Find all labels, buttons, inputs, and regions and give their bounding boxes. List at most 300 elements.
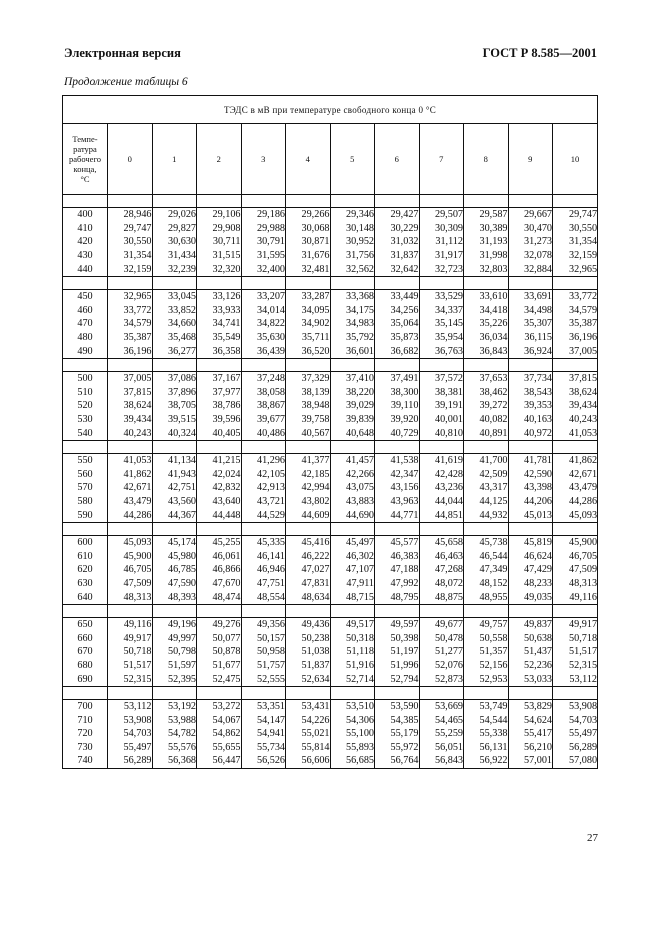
emf-value-cell: 38,867 [241,399,286,413]
emf-value-cell: 37,410 [330,371,375,385]
emf-value-cell: 43,236 [419,481,464,495]
emf-value-cell: 36,358 [197,344,242,358]
temperature-cell: 520 [63,399,108,413]
emf-value-cell: 40,324 [152,426,197,440]
document-header-left: Электронная версия [64,46,181,60]
emf-value-cell: 38,624 [108,399,153,413]
emf-value-cell: 56,289 [108,754,153,768]
emf-value-cell: 37,572 [419,371,464,385]
emf-value-cell: 38,462 [464,386,509,400]
emf-value-cell: 52,315 [108,672,153,686]
separator-cell [241,195,286,208]
emf-value-cell: 53,988 [152,713,197,727]
emf-value-cell: 30,229 [375,222,420,236]
emf-value-cell: 37,086 [152,371,197,385]
emf-value-cell: 43,479 [108,495,153,509]
separator-cell [553,604,598,617]
emf-value-cell: 53,112 [553,672,598,686]
separator-cell [241,276,286,289]
separator-cell [330,195,375,208]
emf-value-cell: 44,690 [330,508,375,522]
table-row [63,386,598,400]
emf-value-cell: 48,955 [464,590,509,604]
table-row [63,344,598,358]
emf-value-cell: 31,676 [286,249,331,263]
emf-value-cell: 42,671 [108,481,153,495]
emf-value-cell: 52,794 [375,672,420,686]
emf-value-cell: 49,917 [553,617,598,631]
emf-value-cell: 56,922 [464,754,509,768]
temperature-cell: 590 [63,508,108,522]
emf-value-cell: 50,718 [108,645,153,659]
emf-value-cell: 40,082 [464,413,509,427]
emf-value-cell: 53,272 [197,699,242,713]
emf-value-cell: 44,851 [419,508,464,522]
emf-value-cell: 45,174 [152,535,197,549]
emf-value-cell: 33,126 [197,289,242,303]
temperature-cell: 500 [63,371,108,385]
table-row [63,289,598,303]
temperature-cell: 670 [63,645,108,659]
separator-cell [375,358,420,371]
emf-value-cell: 29,747 [108,222,153,236]
emf-value-cell: 51,357 [464,645,509,659]
emf-value-cell: 37,815 [108,386,153,400]
emf-value-cell: 51,038 [286,645,331,659]
emf-value-cell: 33,045 [152,289,197,303]
temperature-cell: 460 [63,304,108,318]
temperature-cell: 430 [63,249,108,263]
separator-cell [375,686,420,699]
emf-value-cell: 54,385 [375,713,420,727]
emf-value-cell: 36,439 [241,344,286,358]
table-column-header-row [63,124,598,195]
emf-value-cell: 53,192 [152,699,197,713]
temperature-cell: 550 [63,453,108,467]
emf-value-cell: 45,577 [375,535,420,549]
separator-cell [241,604,286,617]
emf-value-cell: 29,106 [197,208,242,222]
separator-cell [197,686,242,699]
emf-value-cell: 33,449 [375,289,420,303]
emf-value-cell: 49,757 [464,617,509,631]
temperature-cell: 530 [63,413,108,427]
separator-cell [286,604,331,617]
separator-cell [286,276,331,289]
emf-value-cell: 31,354 [108,249,153,263]
emf-value-cell: 31,112 [419,235,464,249]
emf-value-cell: 29,747 [553,208,598,222]
emf-value-cell: 49,597 [375,617,420,631]
emf-value-cell: 53,351 [241,699,286,713]
emf-value-cell: 51,837 [286,659,331,673]
temperature-column-header [63,124,108,195]
emf-value-cell: 46,785 [152,563,197,577]
emf-value-cell: 48,072 [419,577,464,591]
separator-cell [286,358,331,371]
emf-value-cell: 50,558 [464,631,509,645]
emf-value-cell: 30,871 [286,235,331,249]
emf-value-cell: 56,210 [508,741,553,755]
emf-value-cell: 37,734 [508,371,553,385]
group-separator-row [63,276,598,289]
emf-value-cell: 43,479 [553,481,598,495]
table-row [63,235,598,249]
emf-value-cell: 36,843 [464,344,509,358]
emf-value-cell: 44,286 [553,495,598,509]
emf-value-cell: 39,677 [241,413,286,427]
emf-value-cell: 48,474 [197,590,242,604]
emf-value-cell: 30,389 [464,222,509,236]
emf-value-cell: 31,032 [375,235,420,249]
emf-value-cell: 52,475 [197,672,242,686]
emf-value-cell: 34,660 [152,317,197,331]
emf-value-cell: 29,667 [508,208,553,222]
separator-cell [419,440,464,453]
emf-value-cell: 55,814 [286,741,331,755]
separator-cell [330,440,375,453]
column-header-2: 2 [197,124,242,195]
emf-value-cell: 50,718 [553,631,598,645]
temperature-header-line: Темпе- [72,134,98,144]
page-number: 27 [587,832,598,844]
emf-value-cell: 46,061 [197,549,242,563]
emf-value-cell: 32,320 [197,262,242,276]
emf-value-cell: 49,677 [419,617,464,631]
emf-value-cell: 51,996 [375,659,420,673]
table-row [63,371,598,385]
separator-cell [286,522,331,535]
emf-value-cell: 43,156 [375,481,420,495]
emf-value-cell: 35,145 [419,317,464,331]
separator-cell [108,522,153,535]
emf-value-cell: 37,248 [241,371,286,385]
emf-value-cell: 54,465 [419,713,464,727]
separator-cell [419,604,464,617]
emf-value-cell: 39,110 [375,399,420,413]
emf-value-cell: 43,075 [330,481,375,495]
emf-value-cell: 47,509 [108,577,153,591]
emf-value-cell: 42,751 [152,481,197,495]
emf-value-cell: 48,393 [152,590,197,604]
emf-value-cell: 42,024 [197,468,242,482]
separator-cell [63,195,108,208]
emf-value-cell: 49,436 [286,617,331,631]
emf-value-cell: 50,318 [330,631,375,645]
emf-value-cell: 50,478 [419,631,464,645]
emf-value-cell: 40,486 [241,426,286,440]
temperature-header-line: рабочего [69,154,101,164]
column-header-6: 6 [375,124,420,195]
emf-value-cell: 49,356 [241,617,286,631]
emf-value-cell: 43,802 [286,495,331,509]
emf-value-cell: 54,306 [330,713,375,727]
emf-value-cell: 52,714 [330,672,375,686]
emf-value-cell: 34,256 [375,304,420,318]
table-row [63,577,598,591]
emf-value-cell: 39,920 [375,413,420,427]
emf-value-cell: 54,941 [241,727,286,741]
emf-value-cell: 50,238 [286,631,331,645]
temperature-cell: 620 [63,563,108,577]
separator-cell [419,195,464,208]
column-header-0: 0 [108,124,153,195]
separator-cell [63,522,108,535]
table-row [63,659,598,673]
emf-value-cell: 52,953 [464,672,509,686]
emf-value-cell: 30,550 [553,222,598,236]
separator-cell [330,686,375,699]
emf-value-cell: 30,068 [286,222,331,236]
separator-cell [152,276,197,289]
separator-cell [419,522,464,535]
emf-value-cell: 36,196 [553,331,598,345]
emf-value-cell: 42,994 [286,481,331,495]
separator-cell [286,195,331,208]
emf-value-cell: 32,723 [419,262,464,276]
emf-value-cell: 38,705 [152,399,197,413]
emf-value-cell: 44,286 [108,508,153,522]
separator-cell [508,358,553,371]
table-row [63,754,598,768]
emf-value-cell: 42,185 [286,468,331,482]
table-row [63,590,598,604]
emf-value-cell: 35,064 [375,317,420,331]
emf-value-cell: 41,538 [375,453,420,467]
emf-value-cell: 36,924 [508,344,553,358]
emf-value-cell: 32,159 [553,249,598,263]
emf-value-cell: 31,273 [508,235,553,249]
emf-value-cell: 51,677 [197,659,242,673]
separator-cell [553,276,598,289]
temperature-cell: 540 [63,426,108,440]
separator-cell [464,195,509,208]
separator-cell [241,358,286,371]
emf-value-cell: 47,509 [553,563,598,577]
emf-value-cell: 48,152 [464,577,509,591]
emf-value-cell: 56,368 [152,754,197,768]
emf-value-cell: 52,236 [508,659,553,673]
emf-value-cell: 40,405 [197,426,242,440]
emf-value-cell: 39,839 [330,413,375,427]
emf-value-cell: 41,943 [152,468,197,482]
emf-value-cell: 53,908 [553,699,598,713]
temperature-cell: 690 [63,672,108,686]
emf-value-cell: 55,893 [330,741,375,755]
emf-value-cell: 56,447 [197,754,242,768]
emf-value-cell: 29,346 [330,208,375,222]
emf-value-cell: 56,606 [286,754,331,768]
emf-value-cell: 46,705 [553,549,598,563]
emf-value-cell: 42,105 [241,468,286,482]
temperature-cell: 570 [63,481,108,495]
emf-value-cell: 55,179 [375,727,420,741]
temperature-cell: 560 [63,468,108,482]
separator-cell [375,276,420,289]
emf-value-cell: 45,497 [330,535,375,549]
emf-value-cell: 33,772 [108,304,153,318]
table-row [63,426,598,440]
separator-cell [197,440,242,453]
separator-cell [108,604,153,617]
emf-value-cell: 41,781 [508,453,553,467]
emf-value-cell: 37,005 [553,344,598,358]
emf-value-cell: 41,862 [108,468,153,482]
separator-cell [419,686,464,699]
separator-cell [63,604,108,617]
emf-value-cell: 39,515 [152,413,197,427]
separator-cell [375,195,420,208]
emf-value-cell: 32,400 [241,262,286,276]
emf-value-cell: 51,517 [108,659,153,673]
emf-value-cell: 41,053 [553,426,598,440]
temperature-cell: 400 [63,208,108,222]
emf-value-cell: 35,954 [419,331,464,345]
separator-cell [152,358,197,371]
emf-value-cell: 47,107 [330,563,375,577]
emf-value-cell: 33,933 [197,304,242,318]
separator-cell [241,440,286,453]
temperature-header-line: ратура [73,144,97,154]
separator-cell [375,522,420,535]
emf-value-cell: 46,624 [508,549,553,563]
emf-value-cell: 54,067 [197,713,242,727]
emf-value-cell: 40,567 [286,426,331,440]
emf-value-cell: 45,013 [508,508,553,522]
emf-value-cell: 49,997 [152,631,197,645]
emf-value-cell: 45,900 [108,549,153,563]
emf-value-cell: 54,862 [197,727,242,741]
group-separator-row [63,195,598,208]
separator-cell [197,604,242,617]
emf-value-cell: 39,353 [508,399,553,413]
column-header-10: 10 [553,124,598,195]
emf-value-cell: 29,827 [152,222,197,236]
separator-cell [286,686,331,699]
emf-value-cell: 52,873 [419,672,464,686]
emf-value-cell: 48,554 [241,590,286,604]
emf-value-cell: 33,772 [553,289,598,303]
emf-value-cell: 33,610 [464,289,509,303]
emf-value-cell: 32,078 [508,249,553,263]
emf-value-cell: 53,590 [375,699,420,713]
emf-value-cell: 48,233 [508,577,553,591]
emf-value-cell: 29,587 [464,208,509,222]
column-header-8: 8 [464,124,509,195]
table-row [63,563,598,577]
table-row [63,331,598,345]
emf-value-cell: 45,738 [464,535,509,549]
document-header-standard: ГОСТ Р 8.585—2001 [482,46,597,60]
emf-value-cell: 32,481 [286,262,331,276]
emf-value-cell: 41,134 [152,453,197,467]
emf-value-cell: 37,167 [197,371,242,385]
emf-value-cell: 44,125 [464,495,509,509]
temperature-cell: 610 [63,549,108,563]
emf-value-cell: 30,791 [241,235,286,249]
emf-value-cell: 45,255 [197,535,242,549]
emf-value-cell: 46,302 [330,549,375,563]
table-row [63,645,598,659]
table-caption: Продолжение таблицы 6 [64,76,188,88]
emf-value-cell: 50,398 [375,631,420,645]
emf-value-cell: 47,027 [286,563,331,577]
emf-value-cell: 47,590 [152,577,197,591]
emf-value-cell: 43,560 [152,495,197,509]
table-row [63,481,598,495]
table-row [63,495,598,509]
emf-value-cell: 48,313 [108,590,153,604]
emf-value-cell: 38,220 [330,386,375,400]
emf-value-cell: 51,437 [508,645,553,659]
emf-value-cell: 41,457 [330,453,375,467]
emf-value-cell: 29,186 [241,208,286,222]
emf-value-cell: 53,908 [108,713,153,727]
emf-value-cell: 31,354 [553,235,598,249]
emf-value-cell: 50,157 [241,631,286,645]
temperature-cell: 660 [63,631,108,645]
emf-value-cell: 42,428 [419,468,464,482]
emf-value-cell: 36,682 [375,344,420,358]
emf-value-cell: 44,044 [419,495,464,509]
emf-value-cell: 37,005 [108,371,153,385]
separator-cell [152,440,197,453]
table-row [63,249,598,263]
group-separator-row [63,686,598,699]
emf-value-cell: 43,963 [375,495,420,509]
emf-value-cell: 42,266 [330,468,375,482]
separator-cell [63,358,108,371]
emf-value-cell: 33,852 [152,304,197,318]
emf-value-cell: 38,058 [241,386,286,400]
emf-value-cell: 44,448 [197,508,242,522]
separator-cell [375,604,420,617]
separator-cell [108,358,153,371]
separator-cell [464,604,509,617]
emf-value-cell: 52,076 [419,659,464,673]
emf-value-cell: 54,544 [464,713,509,727]
table-super-header: ТЭДС в мВ при температуре свободного конца 0 °С [63,96,598,124]
emf-value-cell: 46,705 [108,563,153,577]
emf-value-cell: 41,215 [197,453,242,467]
temperature-cell: 490 [63,344,108,358]
table-row [63,549,598,563]
emf-value-cell: 32,965 [108,289,153,303]
separator-cell [508,686,553,699]
separator-cell [419,276,464,289]
emf-value-cell: 30,630 [152,235,197,249]
temperature-cell: 510 [63,386,108,400]
emf-value-cell: 56,843 [419,754,464,768]
emf-value-cell: 55,021 [286,727,331,741]
emf-value-cell: 44,932 [464,508,509,522]
emf-value-cell: 51,118 [330,645,375,659]
emf-value-cell: 39,434 [108,413,153,427]
emf-value-cell: 46,141 [241,549,286,563]
temperature-cell: 470 [63,317,108,331]
emf-value-cell: 54,147 [241,713,286,727]
emf-value-cell: 35,873 [375,331,420,345]
emf-value-cell: 38,543 [508,386,553,400]
table-row [63,208,598,222]
temperature-cell: 450 [63,289,108,303]
emf-value-cell: 31,917 [419,249,464,263]
emf-value-cell: 29,427 [375,208,420,222]
separator-cell [553,686,598,699]
emf-value-cell: 39,596 [197,413,242,427]
emf-value-cell: 33,207 [241,289,286,303]
emf-value-cell: 53,829 [508,699,553,713]
